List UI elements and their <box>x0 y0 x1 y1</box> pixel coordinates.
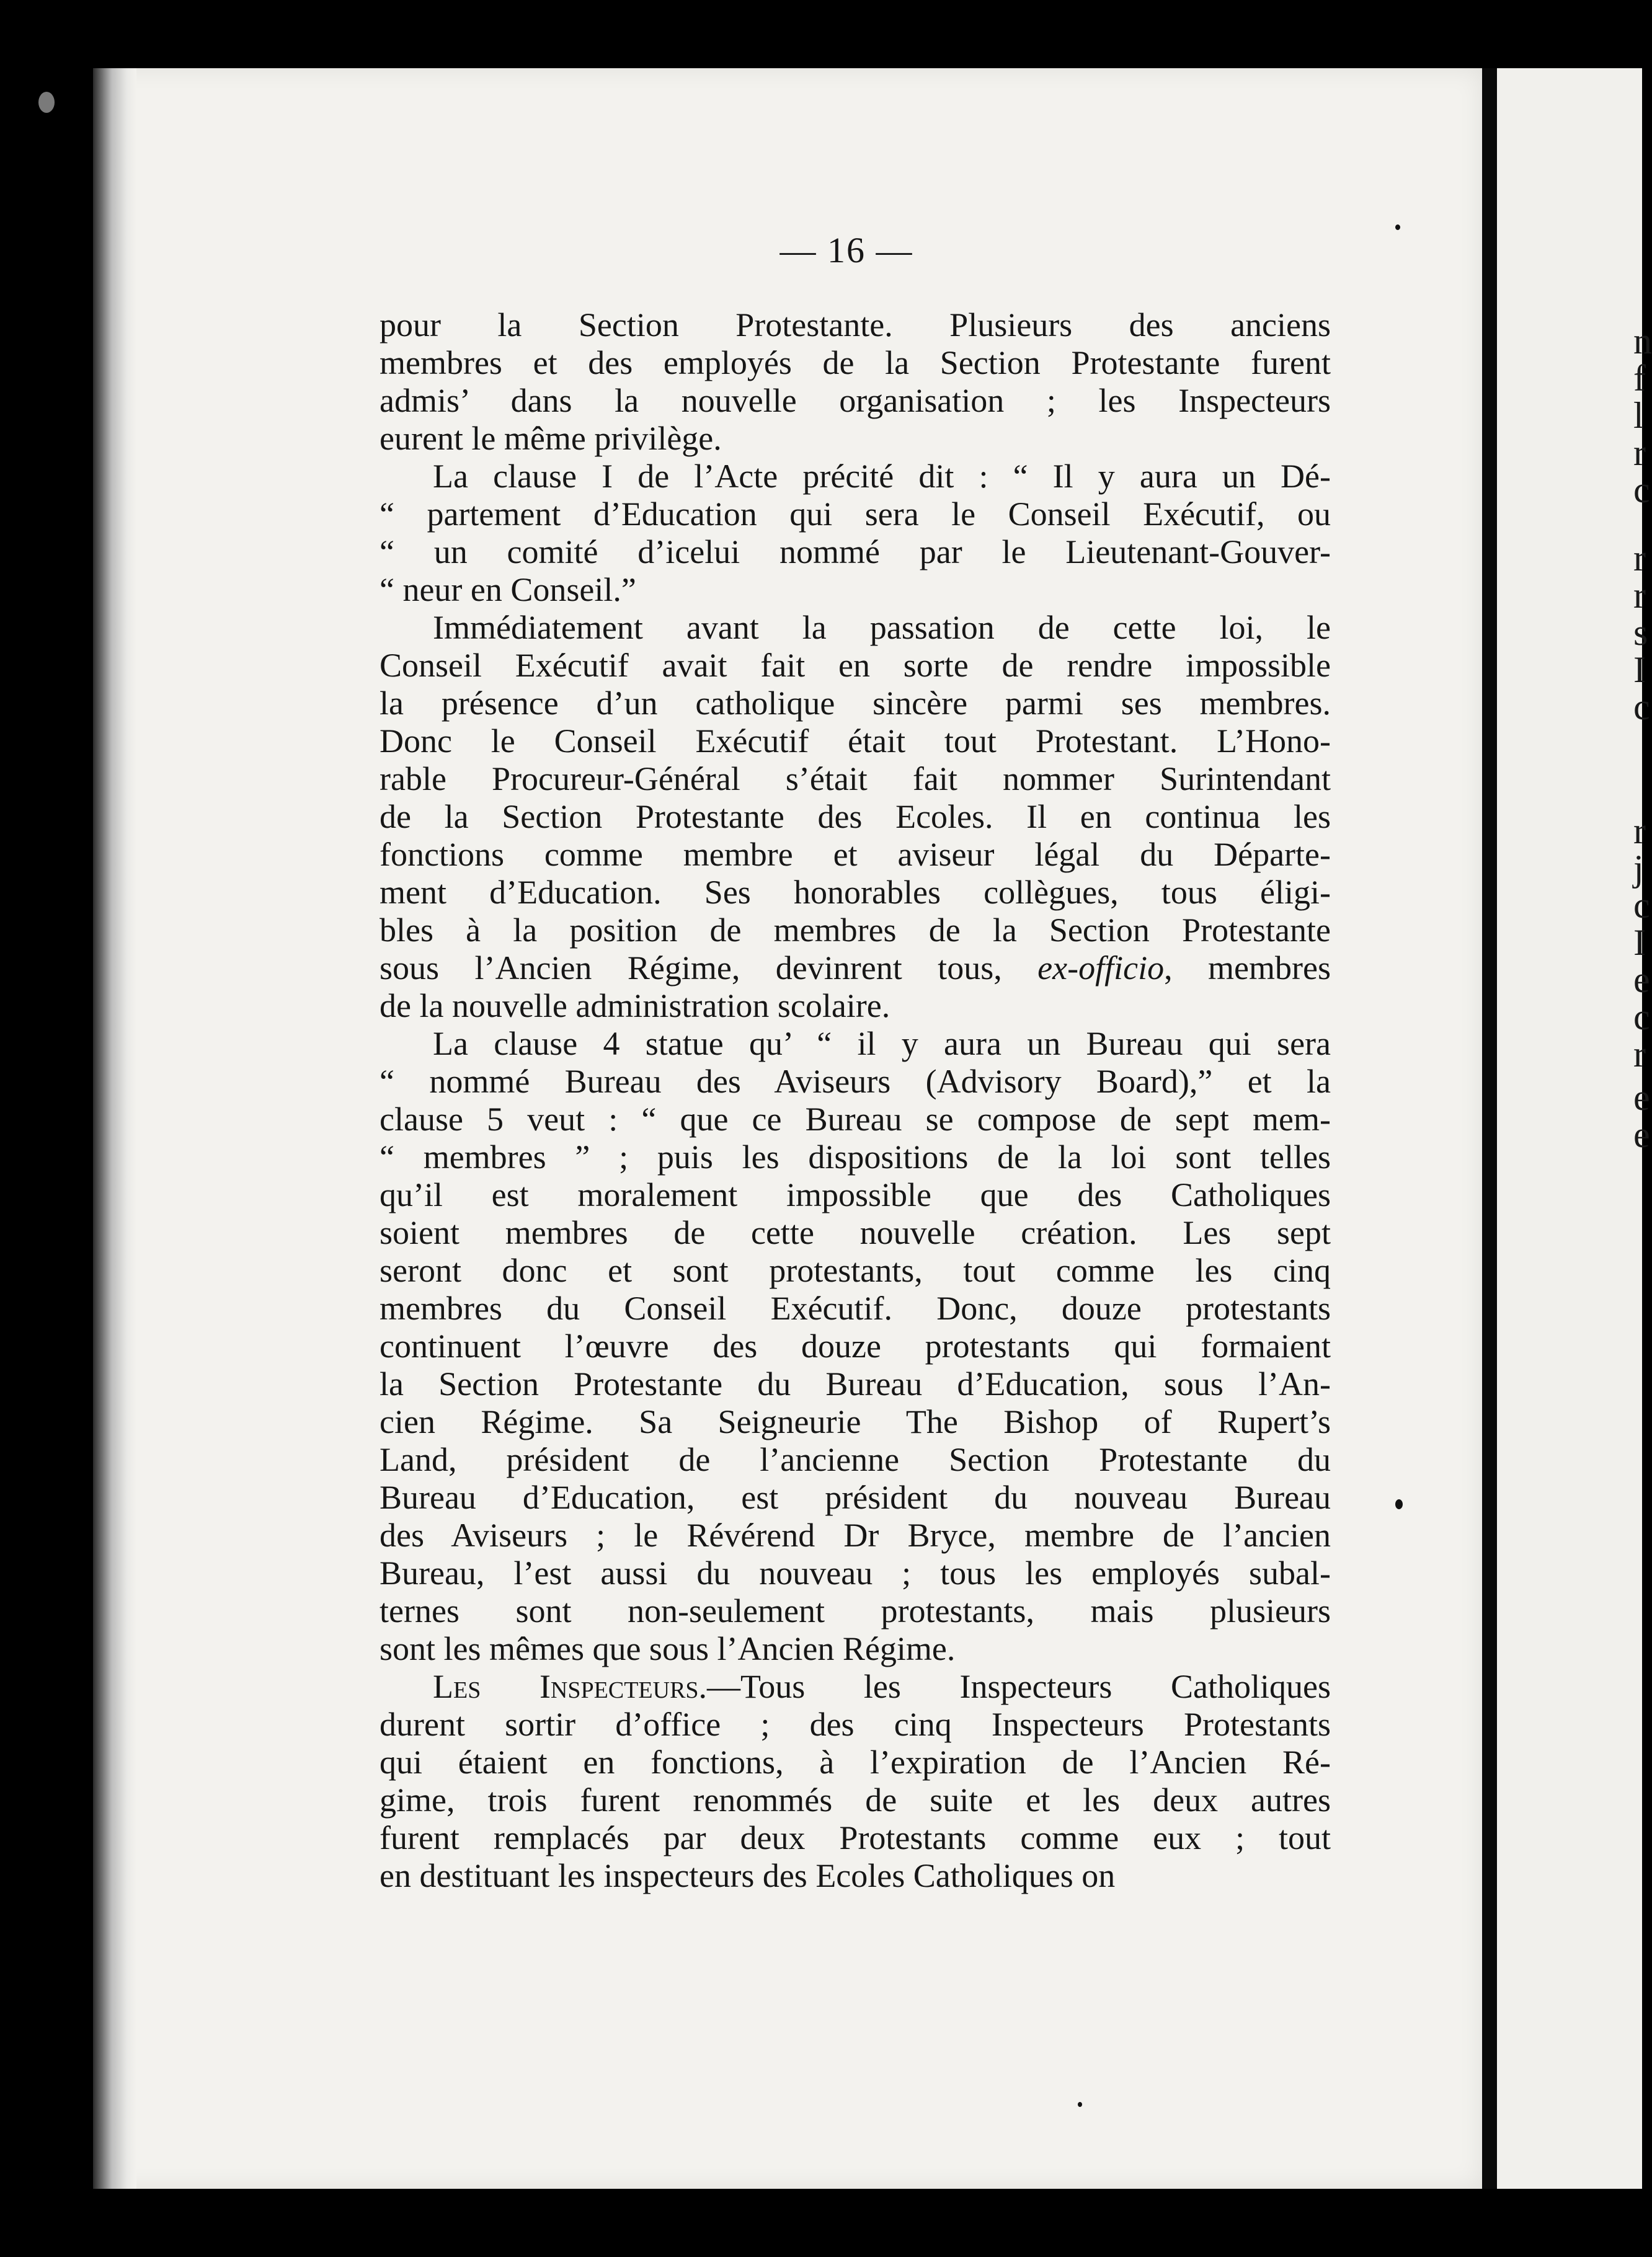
facing-page-letter: e <box>1633 1114 1650 1155</box>
text-line: ment d’Education. Ses honorables collègues, tous éligi- <box>380 874 1331 911</box>
facing-page-strip <box>1497 68 1642 2189</box>
text-line: furent remplacés par deux Protestants comme eux ; tout <box>380 1819 1331 1856</box>
text-line: seront donc et sont protestants, tout comme les cinq <box>380 1252 1331 1289</box>
facing-page-letter: I <box>1633 649 1646 690</box>
facing-page-letter: r <box>1633 1034 1646 1075</box>
book-gutter <box>1482 68 1497 2189</box>
text-line: “ un comité d’icelui nommé par le Lieutenant-Gouver- <box>380 533 1331 570</box>
text-line: rable Procureur-Général s’était fait nommer Surintendant <box>380 760 1331 797</box>
scan-speck <box>1078 2102 1082 2107</box>
text-line: Immédiatement avant la passation de cette loi, le <box>433 609 1331 646</box>
facing-page-letter: I <box>1633 922 1646 963</box>
text-line: fonctions comme membre et aviseur légal du Départe- <box>380 836 1331 873</box>
text-line: Conseil Exécutif avait fait en sorte de rendre impossible <box>380 647 1331 684</box>
scan-speck <box>1395 224 1400 230</box>
text-line: membres et des employés de la Section Protestante furent <box>380 344 1331 381</box>
text-line: Donc le Conseil Exécutif était tout Protestant. L’Hono- <box>380 722 1331 760</box>
facing-page-letter: j <box>1633 848 1644 889</box>
facing-page-letter: r <box>1633 810 1646 851</box>
text-line: de la nouvelle administration scolaire. <box>380 987 890 1024</box>
text-line: admis’ dans la nouvelle organisation ; les Inspecteurs <box>380 382 1331 419</box>
text-line: Bureau, l’est aussi du nouveau ; tous les employés subal- <box>380 1554 1331 1592</box>
text-line: “ neur en Conseil.” <box>380 571 636 608</box>
text-line: ternes sont non-seulement protestants, mais plusieurs <box>380 1592 1331 1630</box>
text-fragment: .—Tous les Inspecteurs Catholiques <box>698 1668 1331 1705</box>
text-line: qui étaient en fonctions, à l’expiration de l’Ancien Ré- <box>380 1744 1331 1781</box>
page-number: — 16 — <box>779 230 913 270</box>
facing-page-letter: c <box>1633 996 1650 1037</box>
facing-page-letter: r <box>1633 432 1646 473</box>
text-line: clause 5 veut : “ que ce Bureau se compose de sept mem- <box>380 1101 1331 1138</box>
text-line: de la Section Protestante des Ecoles. Il en continua les <box>380 798 1331 835</box>
text-line: durent sortir d’office ; des cinq Inspecteurs Protestants <box>380 1706 1331 1743</box>
scan-speck <box>38 92 55 113</box>
text-line: La clause I de l’Acte précité dit : “ Il y aura un Dé- <box>433 458 1331 495</box>
text-line: la Section Protestante du Bureau d’Education, sous l’An- <box>380 1365 1331 1403</box>
text-line: en destituant les inspecteurs des Ecoles Catholiques on <box>380 1857 1116 1894</box>
body-text <box>380 306 1331 1895</box>
text-line: Land, président de l’ancienne Section Protestante du <box>380 1441 1331 1478</box>
text-line: membres du Conseil Exécutif. Donc, douze protestants <box>380 1290 1331 1327</box>
text-line: gime, trois furent renommés de suite et les deux autres <box>380 1781 1331 1819</box>
text-line: pour la Section Protestante. Plusieurs des anciens <box>380 306 1331 344</box>
facing-page-letter: c <box>1633 469 1650 510</box>
text-fragment: sous l’Ancien Régime, devinrent tous, <box>380 949 1038 987</box>
facing-page-letter: n <box>1633 321 1652 361</box>
italic-term: ex-officio <box>1037 949 1165 987</box>
text-fragment: , membres <box>1164 949 1331 987</box>
text-line: cien Régime. Sa Seigneurie The Bishop of Rupert’s <box>380 1403 1331 1440</box>
facing-page-letter: e <box>1633 1077 1650 1118</box>
text-line: la présence d’un catholique sincère parmi ses membres. <box>380 685 1331 722</box>
text-line: “ nommé Bureau des Aviseurs (Advisory Board),” et la <box>380 1063 1331 1100</box>
facing-page-letter: s <box>1633 612 1648 653</box>
text-line <box>380 949 1331 987</box>
facing-page-letter: e <box>1633 959 1650 1000</box>
scan-speck <box>1395 1499 1403 1509</box>
page-binding-edge <box>93 68 136 2189</box>
text-line: “ membres ” ; puis les dispositions de la loi sont telles <box>380 1138 1331 1176</box>
text-line: soient membres de cette nouvelle création. Les sept <box>380 1214 1331 1251</box>
text-line: eurent le même privilège. <box>380 420 722 457</box>
section-heading: Les Inspecteurs <box>433 1668 699 1705</box>
facing-page-letter: f <box>1633 358 1646 399</box>
text-line: Bureau d’Education, est président du nouveau Bureau <box>380 1479 1331 1516</box>
text-line <box>380 1668 1331 1706</box>
facing-page-letter: l <box>1633 395 1644 436</box>
text-line: La clause 4 statue qu’ “ il y aura un Bureau qui sera <box>433 1025 1331 1062</box>
text-line: “ partement d’Education qui sera le Conseil Exécutif, ou <box>380 495 1331 533</box>
text-line: des Aviseurs ; le Révérend Dr Bryce, membre de l’ancien <box>380 1517 1331 1554</box>
facing-page-letter: r <box>1633 538 1646 579</box>
text-line: sont les mêmes que sous l’Ancien Régime. <box>380 1630 956 1667</box>
text-line: bles à la position de membres de la Section Protestante <box>380 911 1331 949</box>
facing-page-letter: c <box>1633 686 1650 727</box>
text-line: qu’il est moralement impossible que des Catholiques <box>380 1176 1331 1213</box>
facing-page-letter: c <box>1633 885 1650 926</box>
text-line: continuent l’œuvre des douze protestants qui formaient <box>380 1328 1331 1365</box>
facing-page-letter: r <box>1633 575 1646 616</box>
